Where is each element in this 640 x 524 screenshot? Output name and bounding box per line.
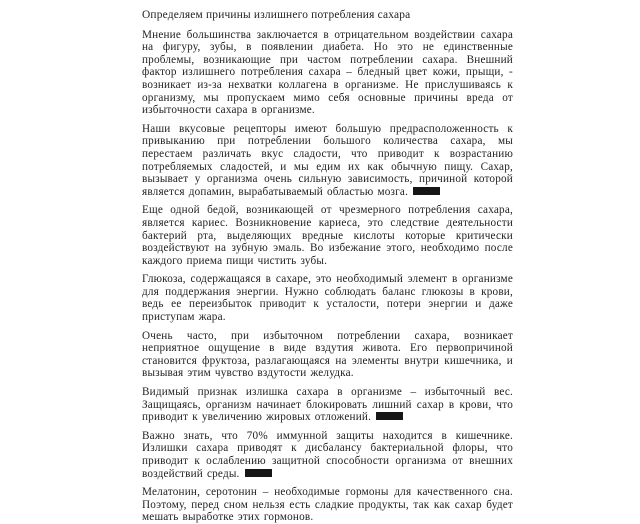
paragraph <box>142 123 513 199</box>
redaction-mark <box>413 187 440 195</box>
paragraph <box>142 386 513 424</box>
paragraph-text: Мнение большинства заключается в отрицательном воздействии сахара на фигуру, зубы, в появлении диабета. Но это не единственные проблемы, возникающие при частом потреблении сахара. Внешний фактор излишнего потребления сахара – бледный цвет кожи, прыщи, - возникает из-за нехватки коллагена в организме. Не прислушиваясь к организму, мы пропускаем мимо себя основные причины вреда от избыточности сахара в организме. <box>142 28 513 117</box>
paragraph <box>142 486 513 524</box>
paragraph <box>142 273 513 323</box>
paragraph-text: Важно знать, что 70% иммунной защиты находится в кишечнике. Излишки сахара приводят к дисбалансу бактериальной флоры, что приводит к ослаблению защитной способности организма от внешних воздействий среды. <box>142 429 513 480</box>
paragraph-text: Мелатонин, серотонин – необходимые гормоны для качественного сна. Поэтому, перед сном нельзя есть сладкие продукты, так как сахар будет мешать выработке этих гормонов. <box>142 486 513 524</box>
page-title: Определяем причины излишнего потребления сахара <box>142 9 411 21</box>
paragraph <box>142 430 513 480</box>
paragraph <box>142 29 513 117</box>
redaction-mark <box>376 412 403 420</box>
paragraph-text: Наши вкусовые рецепторы имеют большую предрасположенность к привыканию при потреблении большого количества сахара, мы перестаем различать вкус сладости, что приводит к возрастанию потребляемых сладостей, и мы едим их как обычную пищу. Сахар, вызывает у организма очень сильную зависимость, причиной которой является допамин, вырабатываемый областью мозга. <box>142 122 513 198</box>
document-page <box>142 9 513 524</box>
paragraph-text: Очень часто, при избыточном потреблении сахара, возникает неприятное ощущение в виде вздутия живота. Его первопричиной становится фруктоза, разлагающаяся на элементы внутри кишечника, и вызывая этим чувство вздутости желудка. <box>142 329 513 380</box>
paragraph <box>142 330 513 380</box>
paragraph-text: Глюкоза, содержащаяся в сахаре, это необходимый элемент в организме для поддержания энергии. Нужно соблюдать баланс глюкозы в крови, ведь ее переизбыток приводит к усталости, потери энергии и даже приступам жара. <box>142 273 513 324</box>
paragraph-text: Видимый признак излишка сахара в организме – избыточный вес. Защищаясь, организм начинает блокировать лишний сахар в крови, что приводит к увеличению жировых отложений. <box>142 386 513 424</box>
paragraph <box>142 204 513 267</box>
paragraph-text: Еще одной бедой, возникающей от чрезмерного потребления сахара, является кариес. Возникновение кариеса, это следствие деятельности бактерий рта, выделяющих вредные кислоты которые критически воздействуют на зубную эмаль. Во избежание этого, необходимо после каждого приема пищи чистить зубы. <box>142 204 513 267</box>
redaction-mark <box>245 469 272 477</box>
